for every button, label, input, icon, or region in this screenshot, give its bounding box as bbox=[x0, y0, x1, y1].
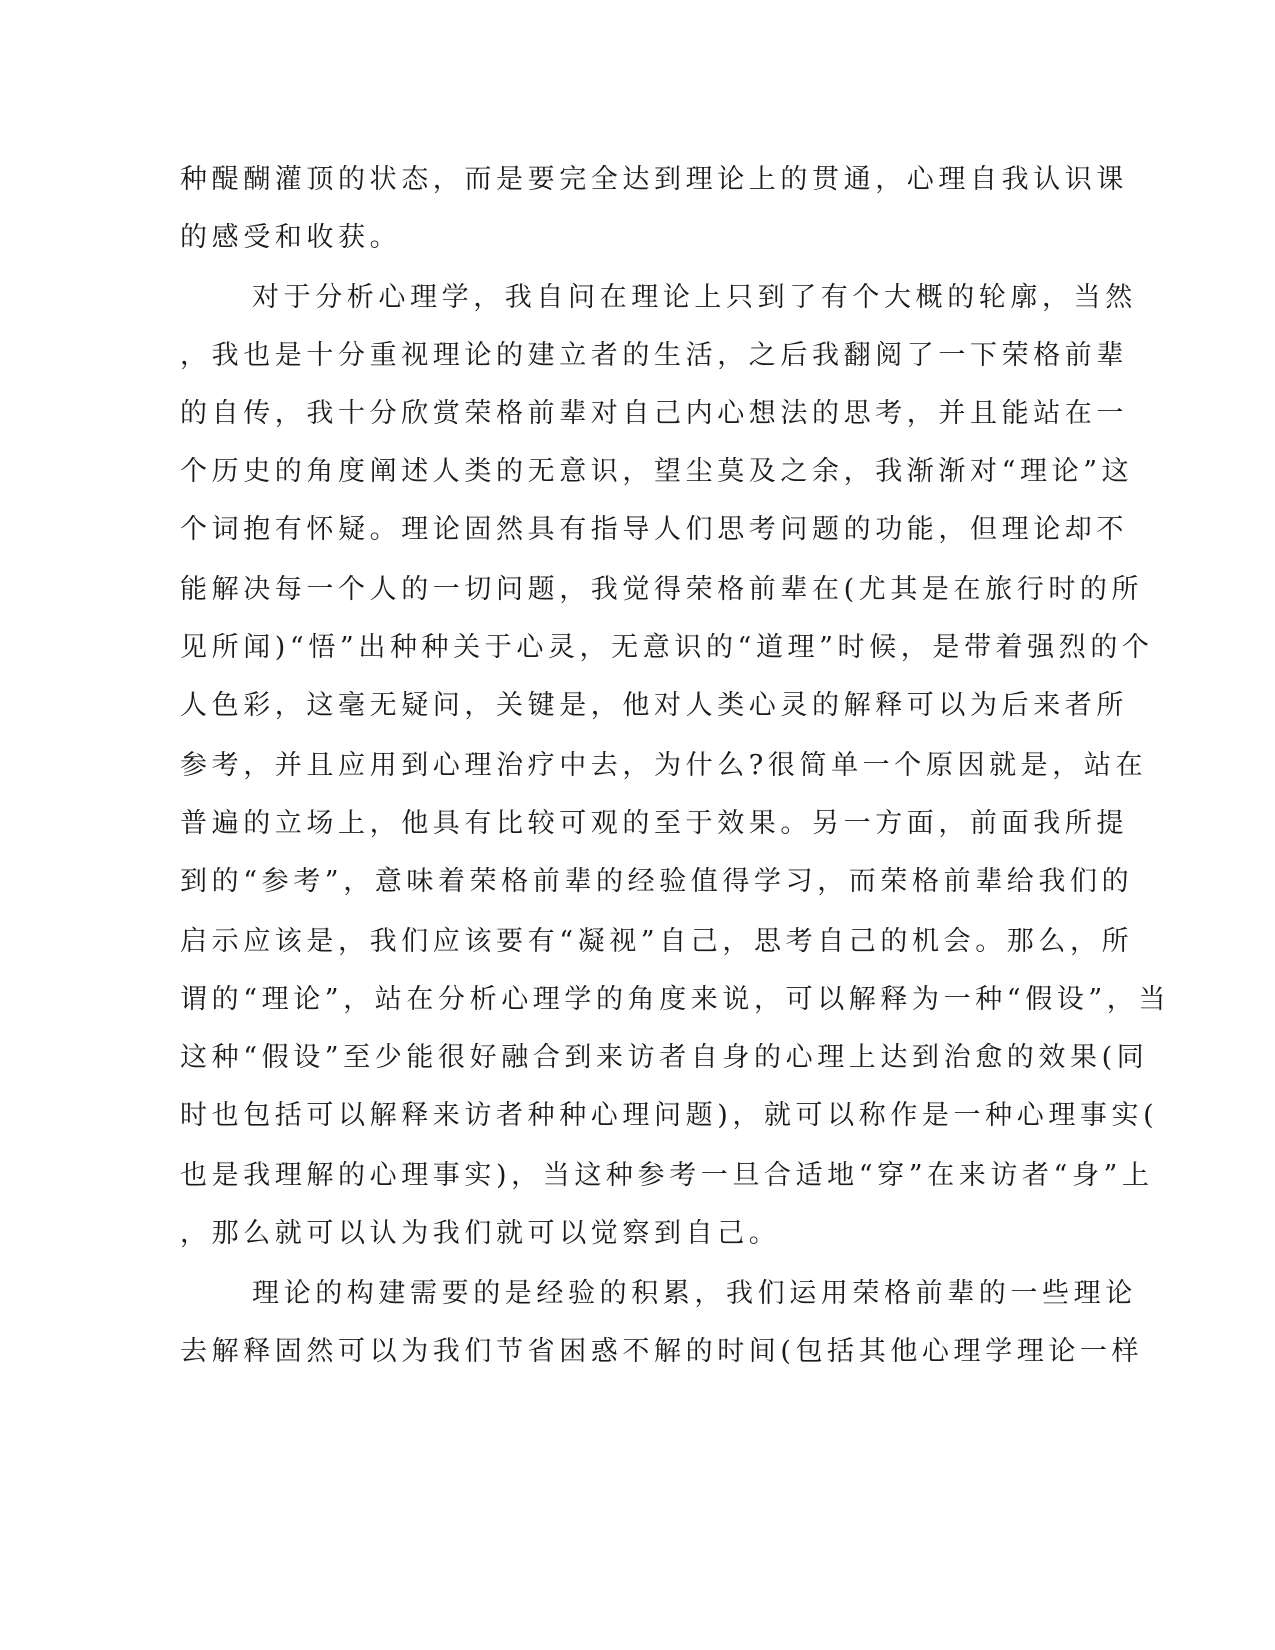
text-line: 普遍的立场上，他具有比较可观的至于效果。另一方面，前面我所提 bbox=[180, 808, 1128, 839]
text-line: 个历史的角度阐述人类的无意识，望尘莫及之余，我渐渐对“理论”这 bbox=[180, 456, 1134, 487]
text-line: 的感受和收获。 bbox=[180, 222, 402, 253]
text-line: 的自传，我十分欣赏荣格前辈对自己内心想法的思考，并且能站在一 bbox=[180, 398, 1128, 429]
text-line: 人色彩，这毫无疑问，关键是，他对人类心灵的解释可以为后来者所 bbox=[180, 690, 1128, 721]
paragraph-first-line: 理论的构建需要的是经验的积累，我们运用荣格前辈的一些理论 bbox=[252, 1278, 1137, 1309]
text-line: 个词抱有怀疑。理论固然具有指导人们思考问题的功能，但理论却不 bbox=[180, 514, 1128, 545]
text-line: 时也包括可以解释来访者种种心理问题)，就可以称作是一种心理事实( bbox=[180, 1100, 1159, 1131]
text-line: 种醍醐灌顶的状态，而是要完全达到理论上的贯通，心理自我认识课 bbox=[180, 164, 1128, 195]
text-line: 见所闻)“悟”出种种关于心灵，无意识的“道理”时候，是带着强烈的个 bbox=[180, 632, 1154, 663]
text-line: 谓的“理论”，站在分析心理学的角度来说，可以解释为一种“假设”，当 bbox=[180, 984, 1171, 1015]
text-line: ，我也是十分重视理论的建立者的生活，之后我翻阅了一下荣格前辈 bbox=[180, 340, 1128, 371]
text-line: 这种“假设”至少能很好融合到来访者自身的心理上达到治愈的效果(同 bbox=[180, 1042, 1149, 1073]
paragraph-first-line: 对于分析心理学，我自问在理论上只到了有个大概的轮廓，当然 bbox=[252, 282, 1137, 313]
text-line: 去解释固然可以为我们节省困惑不解的时间(包括其他心理学理论一样 bbox=[180, 1336, 1144, 1367]
text-line: ，那么就可以认为我们就可以觉察到自己。 bbox=[180, 1218, 781, 1249]
text-line: 启示应该是，我们应该要有“凝视”自己，思考自己的机会。那么，所 bbox=[180, 926, 1134, 957]
text-line: 到的“参考”，意味着荣格前辈的经验值得学习，而荣格前辈给我们的 bbox=[180, 866, 1134, 897]
text-line: 参考，并且应用到心理治疗中去，为什么?很简单一个原因就是，站在 bbox=[180, 750, 1148, 781]
text-line: 也是我理解的心理事实)，当这种参考一旦合适地“穿”在来访者“身”上 bbox=[180, 1160, 1154, 1191]
text-line: 能解决每一个人的一切问题，我觉得荣格前辈在(尤其是在旅行时的所 bbox=[180, 574, 1144, 605]
